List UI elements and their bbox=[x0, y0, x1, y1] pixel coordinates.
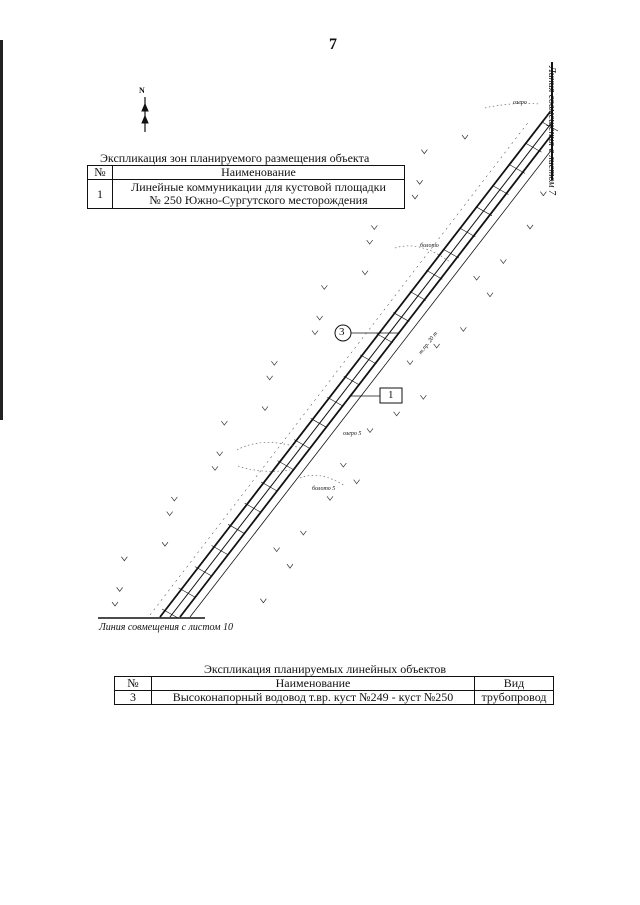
corridor-tick bbox=[459, 228, 475, 237]
corridor-tick bbox=[393, 313, 409, 322]
objects-row-kind: трубопровод bbox=[475, 691, 554, 705]
objects-table-header-kind: Вид bbox=[475, 677, 554, 691]
match-line-right-label: Линия совмещения с листом 7 bbox=[546, 66, 557, 196]
vegetation-mark bbox=[321, 285, 327, 289]
corridor-tick bbox=[311, 418, 327, 427]
corridor-tick bbox=[377, 334, 393, 343]
vegetation-mark bbox=[287, 564, 293, 568]
vegetation-mark bbox=[112, 602, 118, 606]
vegetation-mark bbox=[117, 587, 123, 591]
vegetation-mark bbox=[394, 412, 400, 416]
vegetation-mark bbox=[262, 406, 268, 410]
corridor-tick bbox=[360, 355, 376, 364]
page-number: 7 bbox=[329, 36, 337, 53]
corridor-tick bbox=[476, 207, 492, 216]
vegetation-mark bbox=[527, 225, 533, 229]
objects-table-header-num: № bbox=[115, 677, 152, 691]
vegetation-mark bbox=[312, 331, 318, 335]
table-row bbox=[88, 180, 405, 209]
vegetation-mark bbox=[171, 497, 177, 501]
map-label-pipe: т.пр. 20 т bbox=[418, 330, 440, 356]
objects-row-name: Высоконапорный водовод т.вр. куст №249 - куст №250 bbox=[152, 691, 475, 705]
vegetation-mark bbox=[421, 150, 427, 154]
vegetation-mark bbox=[327, 496, 333, 500]
zone-table-header-num: № bbox=[88, 166, 113, 180]
vegetation-mark bbox=[317, 316, 323, 320]
objects-row-num: 3 bbox=[115, 691, 152, 705]
zone-row-name-line1: Линейные коммуникации для кустовой площадки bbox=[131, 180, 386, 194]
vegetation-mark bbox=[267, 376, 273, 380]
corridor-tick bbox=[509, 164, 525, 173]
corridor-tick bbox=[344, 376, 360, 385]
corridor-tick bbox=[327, 397, 343, 406]
zone-row-num: 1 bbox=[88, 180, 113, 209]
vegetation-mark bbox=[420, 395, 426, 399]
vegetation-mark bbox=[221, 421, 227, 425]
vegetation-mark bbox=[217, 452, 223, 456]
zone-table-header-name: Наименование bbox=[113, 166, 405, 180]
vegetation-mark bbox=[274, 548, 280, 552]
vegetation-mark bbox=[271, 361, 277, 365]
vegetation-mark bbox=[167, 512, 173, 516]
vegetation-mark bbox=[260, 599, 266, 603]
vegetation-mark bbox=[300, 531, 306, 535]
zone-table-caption: Экспликация зон планируемого размещения объекта bbox=[100, 151, 370, 165]
match-line-bottom-label: Линия совмещения с листом 10 bbox=[99, 622, 234, 633]
vegetation-mark bbox=[407, 361, 413, 365]
map-label-swamp-5: болото 5 bbox=[312, 486, 336, 492]
callout-object-3: 3 bbox=[339, 326, 345, 338]
vegetation-mark bbox=[460, 327, 466, 331]
zone-row-name-line2: № 250 Южно-Сургутского месторождения bbox=[149, 193, 368, 207]
callout-zone-1: 1 bbox=[388, 389, 394, 401]
vegetation-mark bbox=[354, 480, 360, 484]
objects-table-header-name: Наименование bbox=[152, 677, 475, 691]
corridor-tick bbox=[261, 482, 277, 491]
corridor-tick bbox=[410, 291, 426, 300]
vegetation-mark bbox=[212, 466, 218, 470]
corridor-tick bbox=[443, 249, 459, 258]
vegetation-mark bbox=[462, 135, 468, 139]
vegetation-mark bbox=[162, 542, 168, 546]
vegetation-mark bbox=[412, 195, 418, 199]
north-label: N bbox=[139, 86, 145, 95]
vegetation-mark bbox=[340, 463, 346, 467]
vegetation-mark bbox=[500, 259, 506, 263]
zone-table bbox=[87, 165, 405, 209]
objects-table-caption: Экспликация планируемых линейных объектов bbox=[204, 662, 447, 676]
vegetation-mark bbox=[362, 271, 368, 275]
vegetation-mark bbox=[417, 180, 423, 184]
vegetation-mark bbox=[487, 293, 493, 297]
map-label-lake-5: озеро 5 bbox=[343, 431, 362, 437]
north-arrow-icon bbox=[142, 97, 148, 132]
vegetation-mark bbox=[474, 276, 480, 280]
zone-row-name bbox=[113, 180, 405, 209]
objects-table bbox=[114, 676, 554, 705]
map-label-lake-1: озеро bbox=[513, 100, 527, 106]
map-label-swamp-1: болото bbox=[420, 243, 439, 249]
corridor-tick bbox=[492, 186, 508, 195]
corridor-tick bbox=[426, 270, 442, 279]
vegetation-mark bbox=[367, 240, 373, 244]
corridor-tick bbox=[525, 143, 541, 152]
vegetation-mark bbox=[434, 344, 440, 348]
vegetation-mark bbox=[371, 225, 377, 229]
vegetation-mark bbox=[121, 557, 127, 561]
table-row bbox=[115, 691, 554, 705]
corridor-tick bbox=[278, 461, 294, 470]
vegetation-mark bbox=[367, 428, 373, 432]
